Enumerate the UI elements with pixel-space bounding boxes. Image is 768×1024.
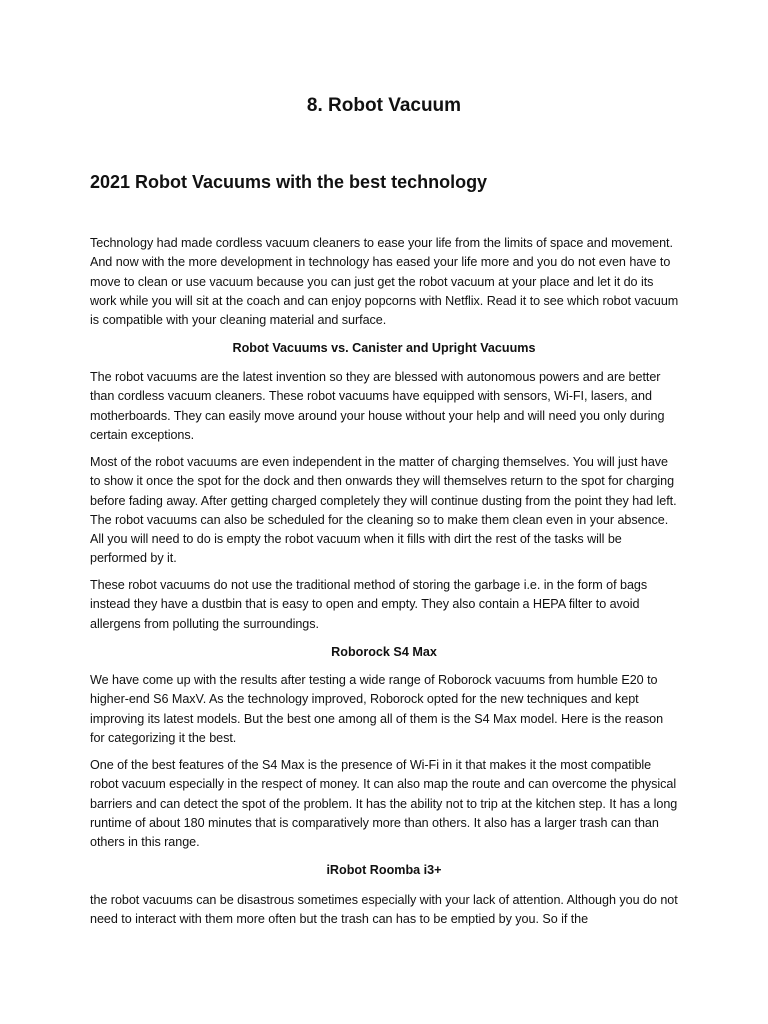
article-heading: 2021 Robot Vacuums with the best technology (90, 172, 488, 192)
paragraph: One of the best features of the S4 Max is the presence of Wi-Fi in it that makes it the most compatible robot vacuum especially in the respect of money. It can also map the route and can overcome the physical barriers and can detect the spot of the problem. It has the ability not to trip at the kitchen step. It has a long runtime of about 180 minutes that is comparatively more than others. It also has a larger trash can than others in this range. (90, 758, 678, 850)
section-heading-robot-vs-canister: Robot Vacuums vs. Canister and Upright Vacuums (232, 341, 536, 355)
paragraph: The robot vacuums are the latest invention so they are blessed with autonomous powers and are better than cordless vacuum cleaners. These robot vacuums have equipped with sensors, Wi-FI, lasers, and motherboards. They can easily move around your house without your help and will need you only during certain exceptions. (90, 370, 665, 442)
paragraph: We have come up with the results after testing a wide range of Roborock vacuums from humble E20 to higher-end S6 MaxV. As the technology improved, Roborock opted for the new techniques and kept improving its latest models. But the best one among all of them is the S4 Max model. Here is the reason for categorizing it the best. (90, 673, 664, 745)
paragraph: the robot vacuums can be disastrous sometimes especially with your lack of attention. Although you do not need to interact with them more often but the trash can has to be emptied by you. So if the (90, 893, 678, 927)
section-heading-irobot-roomba-i3: iRobot Roomba i3+ (326, 863, 442, 877)
paragraph: These robot vacuums do not use the traditional method of storing the garbage i.e. in the form of bags instead they have a dustbin that is easy to open and empty. They also contain a HEPA filter to avoid allergens from polluting the surroundings. (90, 578, 648, 631)
intro-paragraph: Technology had made cordless vacuum cleaners to ease your life from the limits of space and movement. And now with the more development in technology has eased your life more and you do not even have to move to clean or use vacuum because you can just get the robot vacuum at your place and let it do its work while you will sit at the coach and can enjoy popcorns with Netflix. Read it to see which robot vacuum is compatible with your cleaning material and surface. (90, 236, 679, 328)
document-title: 8. Robot Vacuum (306, 95, 462, 116)
section-heading-roborock-s4-max: Roborock S4 Max (331, 645, 437, 659)
paragraph: Most of the robot vacuums are even independent in the matter of charging themselves. You will just have to show it once the spot for the dock and then onwards they will themselves return to the spot for charging before fading away. After getting charged completely they will continue dusting from the point they had left. The robot vacuums can also be scheduled for the cleaning so to make them clean even in your absence. All you will need to do is empty the robot vacuum when it fills with dirt the rest of the tasks will be performed by it. (90, 455, 677, 566)
